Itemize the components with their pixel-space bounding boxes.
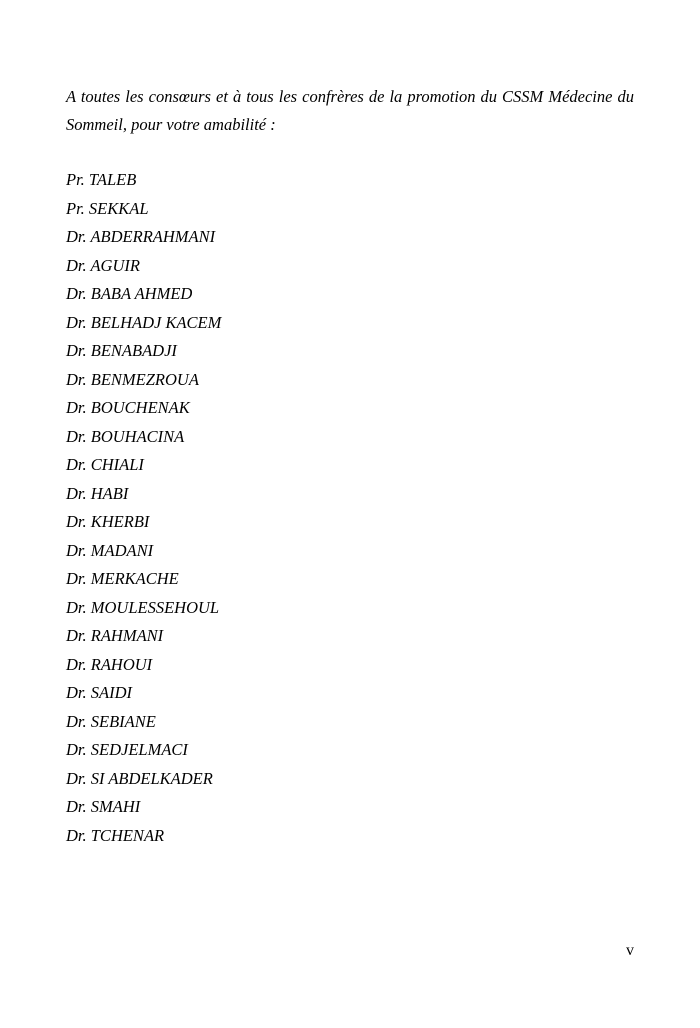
name-item: Dr. TCHENAR [66,825,165,845]
name-item: Dr. RAHMANI [66,626,164,645]
name-item: Dr. SEDJELMACI [66,740,188,759]
page-number: v [626,942,634,959]
name-item: Dr. HABI [66,483,129,503]
name-item: Dr. KHERBI [66,512,150,531]
name-item: Dr. RAHOUI [66,654,153,674]
name-item: Pr. SEKKAL [66,198,149,218]
name-item: Dr. BOUCHENAK [66,398,190,417]
name-item: Dr. SAIDI [66,683,132,702]
name-item: Pr. TALEB [66,170,137,189]
name-list [66,166,221,850]
dedication-intro: A toutes les consœurs et à tous les confrères de la promotion du CSSM Médecine du Sommeil, pour votre amabilité : [66,87,634,134]
name-item: Dr. AGUIR [66,255,140,275]
name-item: Dr. MERKACHE [66,569,179,588]
name-item: Dr. SI ABDELKADER [66,768,213,788]
name-item: Dr. CHIALI [66,455,144,474]
name-item: Dr. MOULESSEHOUL [66,597,220,617]
name-item: Dr. BOUHACINA [66,426,185,446]
name-item: Dr. SEBIANE [66,711,156,731]
name-item: Dr. BENABADJI [66,341,177,360]
name-item: Dr. BENMEZROUA [66,369,199,389]
name-item: Dr. BABA AHMED [66,284,193,303]
name-item: Dr. BELHADJ KACEM [66,312,222,332]
name-item: Dr. ABDERRAHMANI [66,227,216,246]
name-item: Dr. MADANI [66,540,154,560]
name-item: Dr. SMAHI [66,797,141,816]
